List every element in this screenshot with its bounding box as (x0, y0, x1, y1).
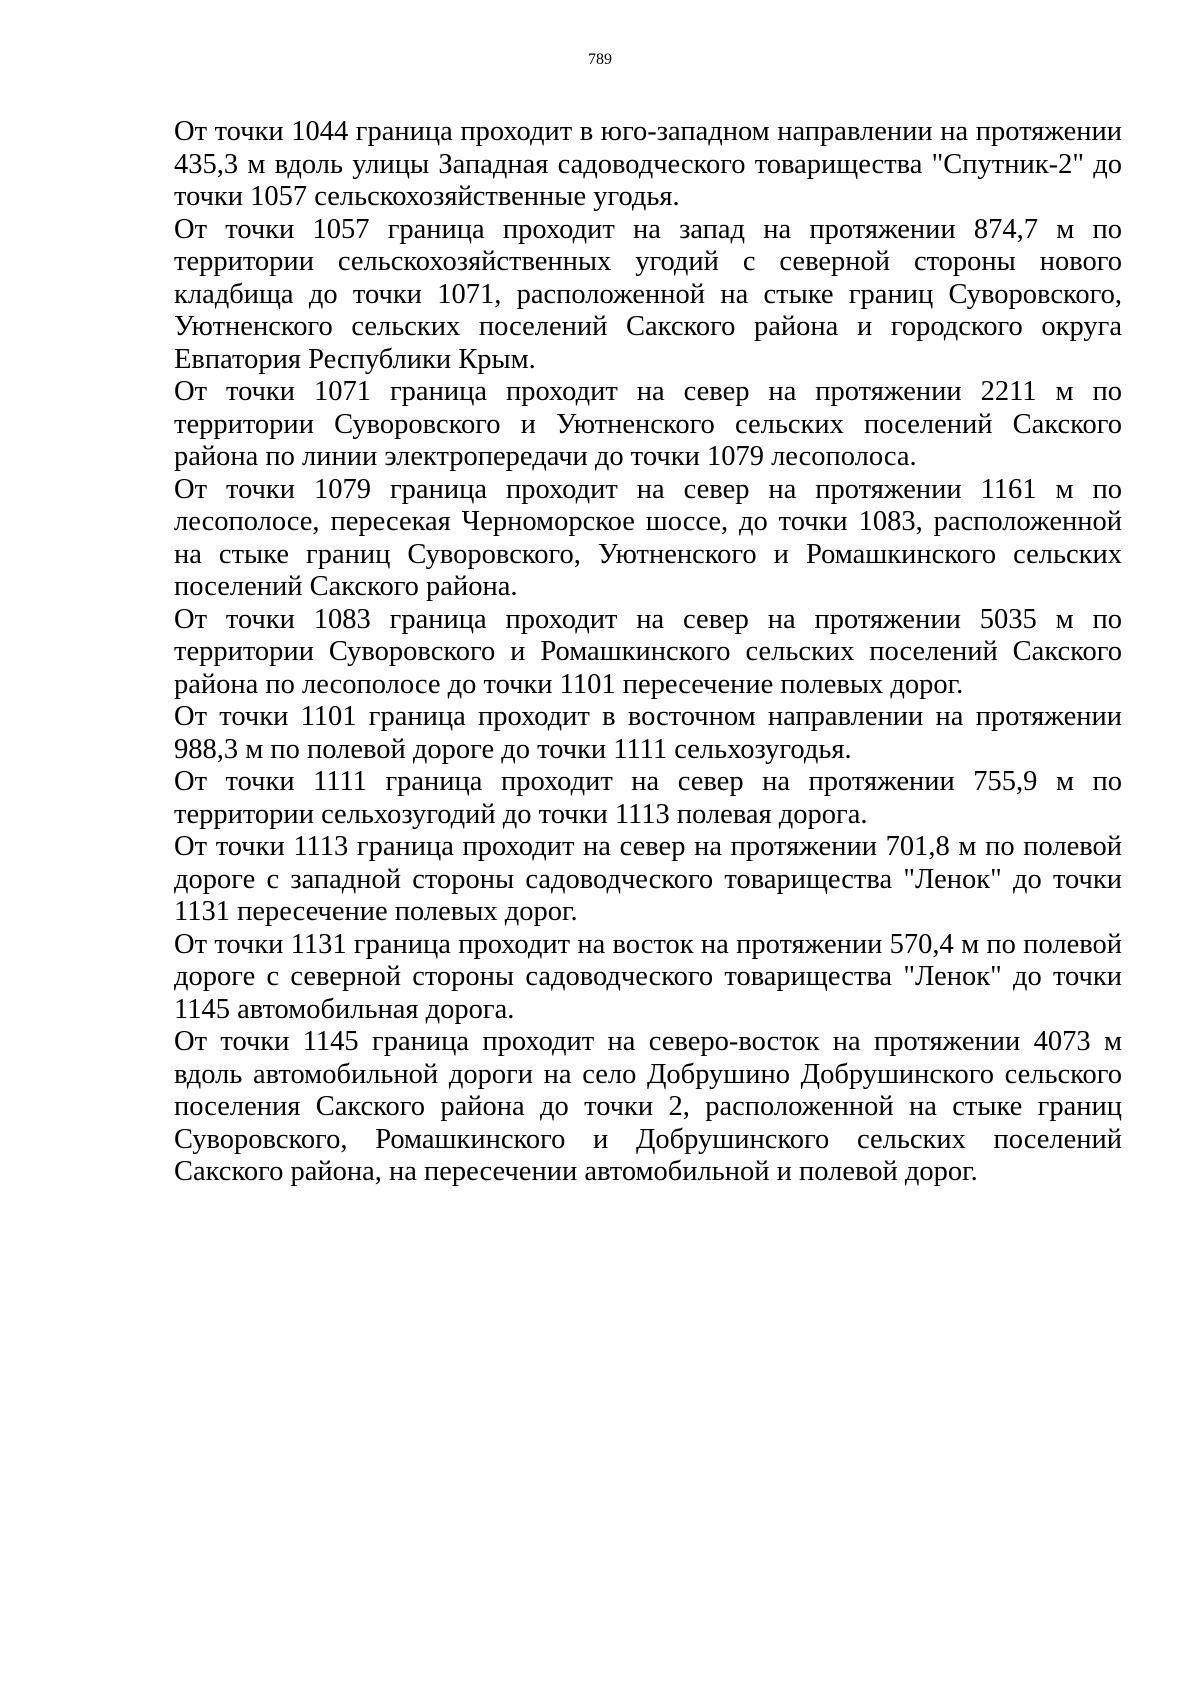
paragraph-point-1071: От точки 1071 граница проходит на север на протяжении 2211 м по территории Суворовского и Уютненского сельских поселений Сакского района по линии электропередачи до точки 1079 лесополоса. (174, 376, 1122, 472)
paragraph-point-1079: От точки 1079 граница проходит на север на протяжении 1161 м по лесополосе, пересекая Черноморское шоссе, до точки 1083, расположенной на стыке границ Суворовского, Уютненского и Ромашкинского сельских поселений Сакского района. (174, 473, 1122, 602)
paragraph-point-1111: От точки 1111 граница проходит на север на протяжении 755,9 м по территории сельхозугодий до точки 1113 полевая дорога. (174, 766, 1122, 830)
paragraph-point-1083: От точки 1083 граница проходит на север на протяжении 5035 м по территории Суворовского и Ромашкинского сельских поселений Сакского района по лесополосе до точки 1101 пересечение полевых дорог. (174, 603, 1122, 700)
paragraph-point-1057: От точки 1057 граница проходит на запад на протяжении 874,7 м по территории сельскохозяйственных угодий с северной стороны нового кладбища до точки 1071, расположенной на стыке границ Суворовского, Уютненского сельских поселений Сакского района и городского округа Евпатория Республики Крым. (174, 213, 1122, 375)
paragraph-point-1131: От точки 1131 граница проходит на восток на протяжении 570,4 м по полевой дороге с северной стороны садоводческого товарищества "Ленок" до точки 1145 автомобильная дорога. (174, 928, 1122, 1025)
page-number: 789 (588, 51, 612, 68)
paragraph-point-1145: От точки 1145 граница проходит на северо-восток на протяжении 4073 м вдоль автомобильной дороги на село Добрушино Добрушинского сельского поселения Сакского района до точки 2, расположенной на стыке границ Суворовского, Ромашкинского и Добрушинского сельских поселений Сакского района, на пересечении автомобильной и полевой дорог. (174, 1026, 1122, 1187)
paragraph-point-1044: От точки 1044 граница проходит в юго-западном направлении на протяжении 435,3 м вдоль улицы Западная садоводческого товарищества "Спутник-2" до точки 1057 сельскохозяйственные угодья. (174, 116, 1122, 212)
paragraph-point-1113: От точки 1113 граница проходит на север на протяжении 701,8 м по полевой дороге с западной стороны садоводческого товарищества "Ленок" до точки 1131 пересечение полевых дорог. (174, 831, 1122, 927)
document-body (174, 116, 1122, 1189)
paragraph-point-1101: От точки 1101 граница проходит в восточном направлении на протяжении 988,3 м по полевой дороге до точки 1111 сельхозугодья. (174, 701, 1122, 765)
